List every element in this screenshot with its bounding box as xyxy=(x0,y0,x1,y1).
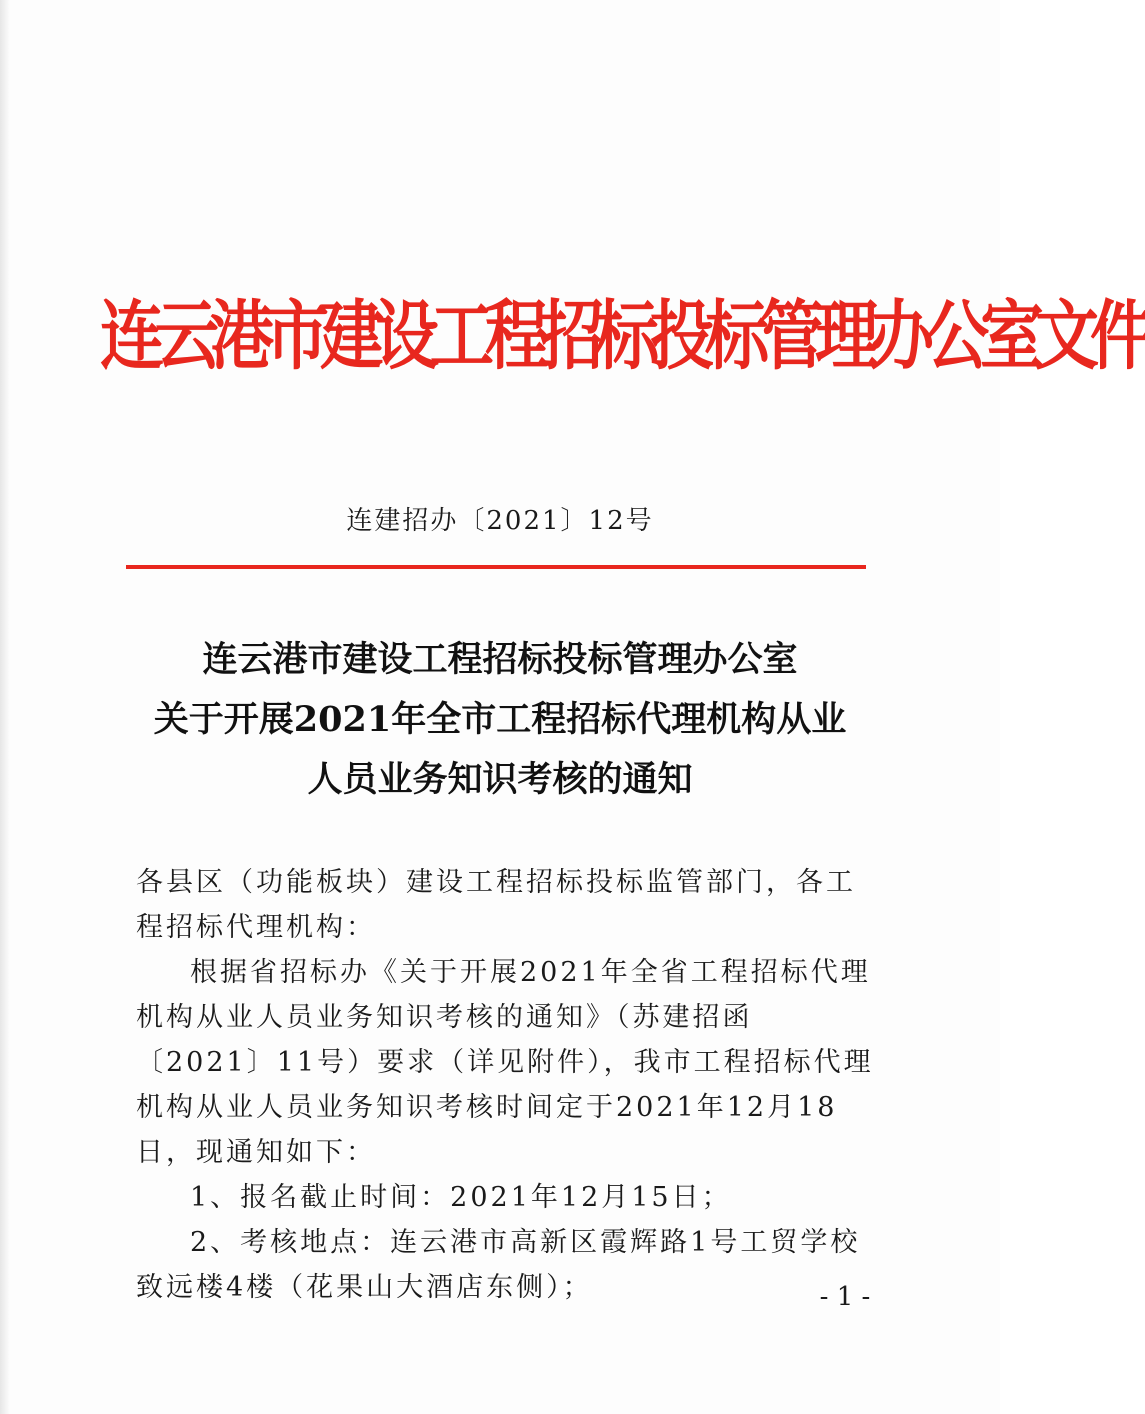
red-divider-line xyxy=(126,565,866,569)
salutation: 各县区（功能板块）建设工程招标投标监管部门，各工程招标代理机构： xyxy=(136,867,856,943)
notice-title xyxy=(100,630,900,810)
document-number: 连建招办〔2021〕12号 xyxy=(346,506,654,536)
title-line-2: 关于开展2021年全市工程招标代理机构从业 xyxy=(153,699,847,740)
list-item-2: 2、考核地点：连云港市高新区霞辉路1号工贸学校致远楼4楼（花果山大酒店东侧）； xyxy=(136,1227,861,1303)
scan-edge xyxy=(0,0,10,1414)
body-paragraph-1: 根据省招标办《关于开展2021年全省工程招标代理机构从业人员业务知识考核的通知》（苏建招函〔2021〕11号）要求（详见附件），我市工程招标代理机构从业人员业务知识考核时间定于2021年12月18日，现通知如下： xyxy=(136,957,874,1168)
title-line-1: 连云港市建设工程招标投标管理办公室 xyxy=(202,639,798,680)
list-item-1: 1、报名截止时间：2021年12月15日； xyxy=(190,1182,732,1213)
notice-body xyxy=(136,860,876,1310)
title-line-3: 人员业务知识考核的通知 xyxy=(307,759,693,800)
page-number: - 1 - xyxy=(819,1282,871,1312)
masthead-title: 连云港市建设工程招标投标管理办公室文件 xyxy=(100,292,1145,381)
